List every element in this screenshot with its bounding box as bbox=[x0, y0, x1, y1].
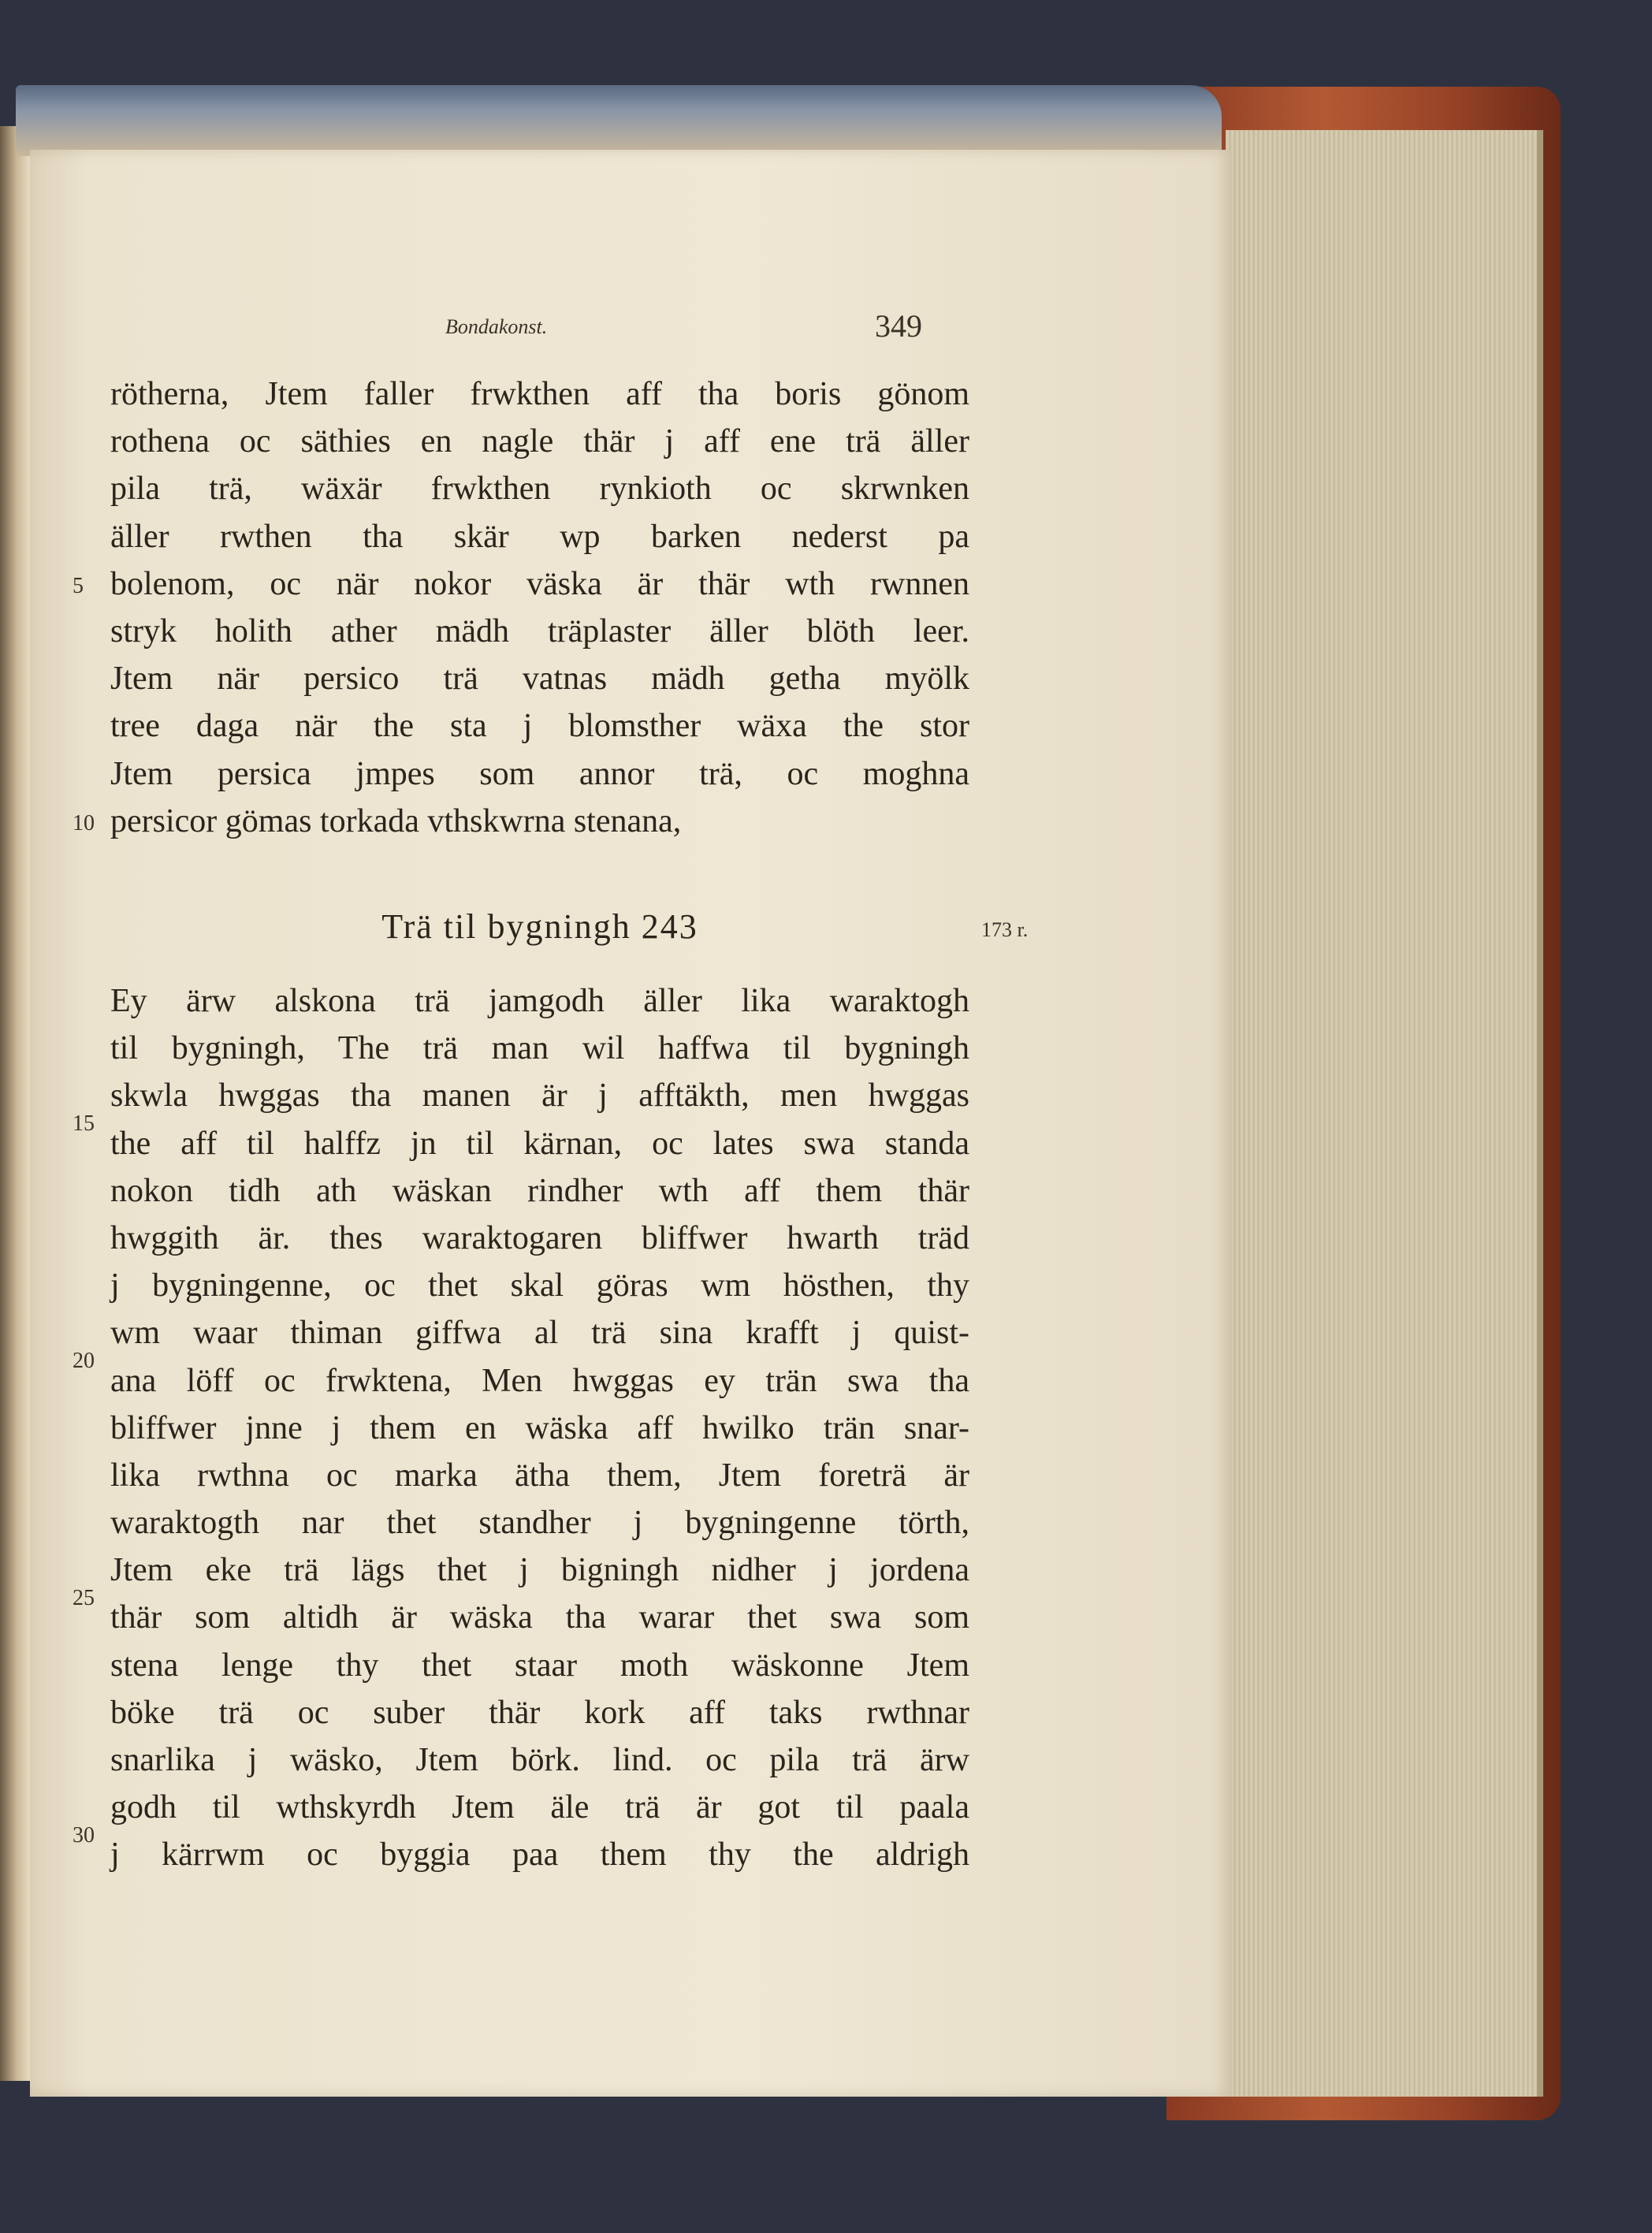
text-line: nokon tidh ath wäskan rindher wth aff them thär bbox=[110, 1172, 969, 1209]
text-line: hwggith är. thes waraktogaren bliffwer hwarth träd bbox=[110, 1219, 969, 1256]
text-line: stryk holith ather mädh träplaster äller blöth leer. bbox=[110, 612, 969, 649]
page-number: 349 bbox=[875, 308, 922, 344]
text-line: persicor gömas torkada vthskwrna stenana, bbox=[110, 802, 682, 839]
text-line: Ey ärw alskona trä jamgodh äller lika waraktogh bbox=[110, 983, 969, 1019]
left-page-edge bbox=[0, 126, 30, 2081]
line-number: 10 bbox=[73, 811, 95, 836]
text-line: j kärrwm oc byggia paa them thy the aldrigh bbox=[110, 1837, 969, 1874]
running-title: Bondakonst. bbox=[445, 315, 548, 338]
book-top-edge bbox=[16, 85, 1222, 156]
text-line: ana löff oc frwktena, Men hwggas ey trän swa tha bbox=[110, 1362, 969, 1399]
line-number: 25 bbox=[73, 1586, 95, 1610]
text-line: snarlika j wäsko, Jtem börk. lind. oc pila trä ärw bbox=[110, 1742, 969, 1778]
text-line: wm waar thiman giffwa al trä sina krafft j quist- bbox=[110, 1315, 969, 1352]
line-number: 30 bbox=[73, 1823, 95, 1848]
text-line: rötherna, Jtem faller frwkthen aff tha boris gönom bbox=[110, 376, 969, 412]
text-line: lika rwthna oc marka ätha them, Jtem foreträ är bbox=[110, 1457, 969, 1494]
running-head bbox=[445, 307, 922, 347]
text-line: the aff til halffz jn til kärnan, oc lates swa standa bbox=[110, 1125, 969, 1162]
text-line: bolenom, oc när nokor väska är thär wth rwnnen bbox=[110, 565, 969, 602]
line-number: 20 bbox=[73, 1349, 95, 1373]
text-line: thär som altidh är wäska tha warar thet swa som bbox=[110, 1599, 969, 1636]
text-line: skwla hwggas tha manen är j afftäkth, men hwggas bbox=[110, 1077, 969, 1115]
text-line: godh til wthskyrdh Jtem äle trä är got til paala bbox=[110, 1789, 969, 1826]
text-line: stena lenge thy thet staar moth wäskonne Jtem bbox=[110, 1647, 969, 1684]
text-block-2 bbox=[110, 977, 969, 1879]
text-line: äller rwthen tha skär wp barken nederst pa bbox=[110, 518, 969, 555]
line-number: 15 bbox=[73, 1111, 95, 1136]
text-line: Jtem eke trä lägs thet j bigningh nidher j jordena bbox=[110, 1552, 969, 1589]
line-number: 5 bbox=[73, 574, 84, 598]
text-block-1 bbox=[110, 370, 969, 845]
section-heading: Trä til bygningh 243 bbox=[381, 907, 698, 946]
text-line: bliffwer jnne j them en wäska aff hwilko trän snar- bbox=[110, 1409, 969, 1446]
text-line: rothena oc säthies en nagle thär j aff ene trä äller bbox=[110, 423, 969, 460]
text-line: böke trä oc suber thär kork aff taks rwthnar bbox=[110, 1694, 969, 1731]
text-line: tree daga när the sta j blomsther wäxa the stor bbox=[110, 708, 969, 745]
text-line: pila trä, wäxär frwkthen rynkioth oc skrwnken bbox=[110, 471, 969, 508]
margin-note: 173 r. bbox=[981, 918, 1029, 941]
text-line: Jtem persica jmpes som annor trä, oc moghna bbox=[110, 755, 969, 792]
text-line: waraktogth nar thet standher j bygningenne törth, bbox=[110, 1505, 969, 1542]
page-stack-edge bbox=[1226, 130, 1543, 2097]
text-line: til bygningh, The trä man wil haffwa til bygningh bbox=[110, 1030, 969, 1067]
text-line: Jtem när persico trä vatnas mädh getha myölk bbox=[110, 661, 969, 698]
text-line: j bygningenne, oc thet skal göras wm hösthen, thy bbox=[110, 1267, 969, 1304]
